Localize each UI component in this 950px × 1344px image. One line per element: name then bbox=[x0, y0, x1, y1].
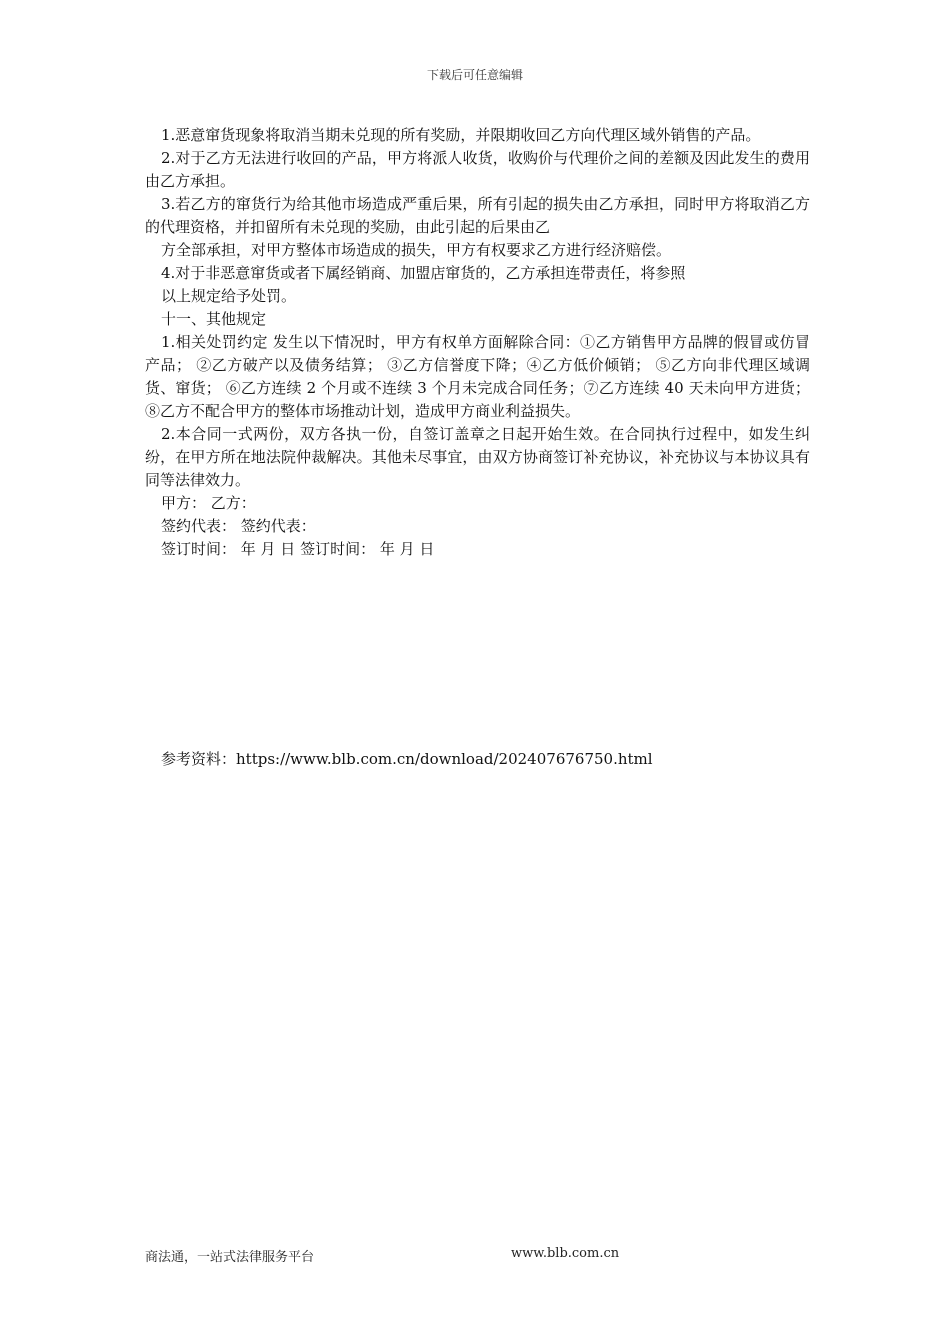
signature-representatives: 签约代表： 签约代表： bbox=[161, 517, 316, 535]
header-note: 下载后可任意编辑 bbox=[426, 68, 523, 82]
paragraph-penalty-3-cont: 方全部承担，对甲方整体市场造成的损失，甲方有权要求乙方进行经济赔偿。 bbox=[161, 241, 672, 259]
reference-link[interactable]: 参考资料：https://www.blb.com.cn/download/202407676750.html bbox=[161, 750, 653, 768]
paragraph-rule-1: 1.相关处罚约定 发生以下情况时，甲方有权单方面解除合同：①乙方销售甲方品牌的假冒或仿冒产品； ②乙方破产以及债务结算； ③乙方信誉度下降；④乙方低价倾销； ⑤乙方向非代理区域调货、窜货； ⑥乙方连续 2 个月或不连续 3 个月未完成合同任务；⑦乙方连续 40 天未向甲方进货；⑧乙方不配合甲方的整体市场推动计划，造成甲方商业利益损失。 bbox=[145, 333, 810, 420]
signature-parties: 甲方： 乙方： bbox=[161, 494, 256, 512]
paragraph-penalty-3: 3.若乙方的窜货行为给其他市场造成严重后果，所有引起的损失由乙方承担，同时甲方将取消乙方的代理资格，并扣留所有未兑现的奖励，由此引起的后果由乙 bbox=[145, 195, 810, 236]
signature-dates: 签订时间： 年 月 日 签订时间： 年 月 日 bbox=[161, 540, 435, 558]
footer-url[interactable]: www.blb.com.cn bbox=[511, 1246, 620, 1261]
paragraph-penalty-4: 4.对于非恶意窜货或者下属经销商、加盟店窜货的，乙方承担连带责任，将参照 bbox=[161, 264, 686, 282]
paragraph-penalty-1: 1.恶意窜货现象将取消当期未兑现的所有奖励，并限期收回乙方向代理区域外销售的产品。 bbox=[161, 126, 761, 144]
paragraph-rule-2: 2.本合同一式两份，双方各执一份，自签订盖章之日起开始生效。在合同执行过程中，如发生纠纷，在甲方所在地法院仲裁解决。其他未尽事宜，由双方协商签订补充协议，补充协议与本协议具有同等法律效力。 bbox=[145, 425, 810, 489]
paragraph-penalty-4-cont: 以上规定给予处罚。 bbox=[161, 287, 297, 305]
section-heading-other-rules: 十一、其他规定 bbox=[161, 310, 267, 328]
paragraph-penalty-2: 2.对于乙方无法进行收回的产品，甲方将派人收货，收购价与代理价之间的差额及因此发生的费用由乙方承担。 bbox=[145, 149, 810, 190]
footer-brand: 商法通，一站式法律服务平台 bbox=[145, 1250, 315, 1265]
document-body bbox=[145, 124, 810, 561]
